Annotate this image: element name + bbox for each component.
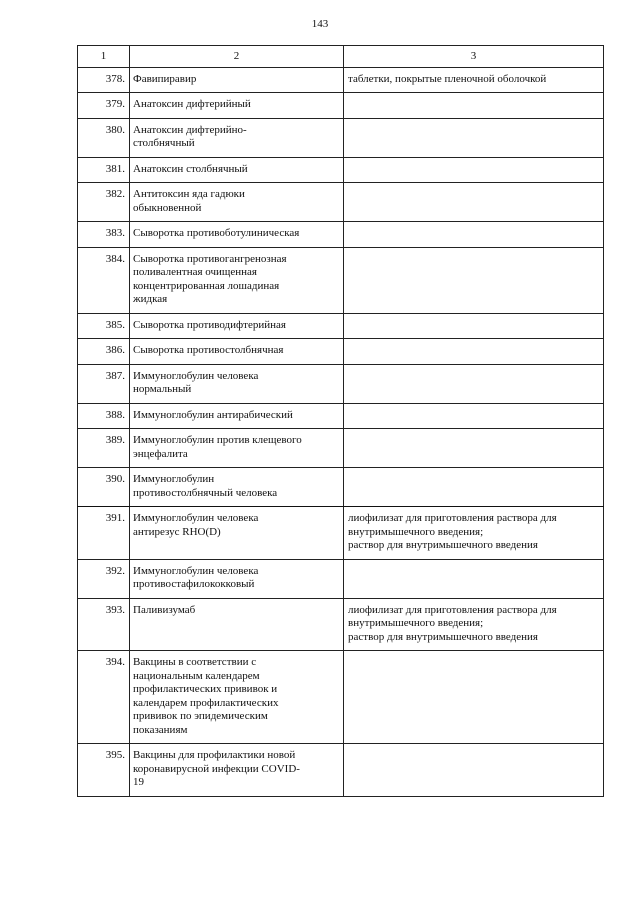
dosage-form-line: таблетки, покрытые пленочной оболочкой xyxy=(348,72,547,85)
medicine-name-cell xyxy=(130,429,344,468)
medicine-name-line: противостафилококковый xyxy=(133,578,255,590)
table-row xyxy=(78,744,604,797)
medicine-name-cell xyxy=(130,313,344,339)
medicine-name-cell xyxy=(130,403,344,429)
table-row xyxy=(78,507,604,560)
medicine-name-line: энцефалита xyxy=(133,447,188,460)
table-row xyxy=(78,468,604,507)
medicine-name-cell xyxy=(130,468,344,507)
medicine-name-line: жидкая xyxy=(133,293,168,305)
page-number: 143 xyxy=(311,18,329,30)
table-row xyxy=(78,157,604,183)
dosage-form-cell xyxy=(344,183,604,222)
dosage-form-cell xyxy=(344,744,604,797)
row-number: 383. xyxy=(78,222,130,248)
medicine-name-line: национальным календарем xyxy=(133,669,260,682)
table-header-row xyxy=(78,46,604,68)
medicine-name-line: 19 xyxy=(133,776,144,788)
row-number: 393. xyxy=(78,598,130,651)
row-number: 378. xyxy=(78,67,130,93)
row-number: 390. xyxy=(78,468,130,507)
dosage-form-cell xyxy=(344,651,604,744)
table-row xyxy=(78,247,604,313)
medicine-name-line: антирезус RHO(D) xyxy=(133,525,221,538)
table-row xyxy=(78,403,604,429)
dosage-form-cell xyxy=(344,598,604,651)
dosage-form-line: лиофилизат для приготовления раствора для xyxy=(348,512,557,524)
medicine-name-line: Фавипиравир xyxy=(133,72,197,85)
dosage-form-line: раствор для внутримышечного введения xyxy=(348,539,538,551)
medicine-name-line: Иммуноглобулин против клещевого xyxy=(133,434,302,446)
medicine-name-line: прививок по эпидемическим xyxy=(133,710,268,722)
table-row xyxy=(78,429,604,468)
medicine-name-line: календарем профилактических xyxy=(133,696,279,709)
dosage-form-cell xyxy=(344,468,604,507)
dosage-form-cell xyxy=(344,429,604,468)
dosage-form-cell xyxy=(344,222,604,248)
medicine-name-cell xyxy=(130,598,344,651)
medicine-name-line: нормальный xyxy=(133,383,192,395)
dosage-form-line: внутримышечного введения; xyxy=(348,617,484,629)
dosage-form-line: внутримышечного введения; xyxy=(348,525,484,538)
row-number: 395. xyxy=(78,744,130,797)
medicine-name-line: Вакцины в соответствии с xyxy=(133,656,257,668)
row-number: 386. xyxy=(78,339,130,365)
table-row xyxy=(78,93,604,119)
dosage-form-cell xyxy=(344,559,604,598)
medicine-name-line: Анатоксин столбнячный xyxy=(133,162,248,175)
dosage-form-cell xyxy=(344,339,604,365)
row-number: 380. xyxy=(78,118,130,157)
medicine-name-cell xyxy=(130,559,344,598)
medicine-name-line: Вакцины для профилактики новой xyxy=(133,749,296,761)
row-number: 381. xyxy=(78,157,130,183)
table-row xyxy=(78,339,604,365)
medicine-name-cell xyxy=(130,364,344,403)
row-number: 384. xyxy=(78,247,130,313)
medicine-name-cell xyxy=(130,507,344,560)
row-number: 392. xyxy=(78,559,130,598)
medicine-name-line: Иммуноглобулин человека xyxy=(133,369,259,382)
medicine-name-cell xyxy=(130,651,344,744)
medicine-name-line: концентрированная лошадиная xyxy=(133,279,280,292)
medicine-name-line: Паливизумаб xyxy=(133,603,196,616)
dosage-form-cell xyxy=(344,67,604,93)
row-number: 391. xyxy=(78,507,130,560)
medicine-name-line: Иммуноглобулин человека xyxy=(133,564,259,577)
medicine-name-line: противостолбнячный человека xyxy=(133,486,278,499)
row-number: 385. xyxy=(78,313,130,339)
medicine-name-cell xyxy=(130,157,344,183)
column-header-name: 2 xyxy=(130,46,344,68)
dosage-form-cell xyxy=(344,313,604,339)
dosage-form-cell xyxy=(344,247,604,313)
dosage-form-line: раствор для внутримышечного введения xyxy=(348,630,538,643)
table-row xyxy=(78,183,604,222)
table-row xyxy=(78,118,604,157)
medicine-name-cell xyxy=(130,744,344,797)
row-number: 379. xyxy=(78,93,130,119)
table-row xyxy=(78,67,604,93)
medicine-name-line: Сыворотка противодифтерийная xyxy=(133,318,286,331)
medicine-name-line: Иммуноглобулин человека xyxy=(133,512,259,524)
medicine-name-cell xyxy=(130,93,344,119)
table-body xyxy=(78,67,604,796)
medicine-name-cell xyxy=(130,67,344,93)
row-number: 388. xyxy=(78,403,130,429)
column-header-form: 3 xyxy=(344,46,604,68)
dosage-form-cell xyxy=(344,157,604,183)
column-header-number: 1 xyxy=(78,46,130,68)
medicine-name-line: Антитоксин яда гадюки xyxy=(133,188,245,200)
medicine-name-line: Иммуноглобулин xyxy=(133,473,215,485)
medicine-name-line: Анатоксин дифтерийный xyxy=(133,98,251,110)
medicine-name-line: коронавирусной инфекции COVID- xyxy=(133,762,300,775)
medicine-name-cell xyxy=(130,339,344,365)
row-number: 387. xyxy=(78,364,130,403)
dosage-form-cell xyxy=(344,93,604,119)
table-row xyxy=(78,313,604,339)
medicine-name-cell xyxy=(130,118,344,157)
medicine-name-line: Сыворотка противоботулиническая xyxy=(133,227,300,239)
medicine-name-line: профилактических прививок и xyxy=(133,683,278,695)
row-number: 389. xyxy=(78,429,130,468)
medicine-name-cell xyxy=(130,222,344,248)
medicine-name-line: Сыворотка противогангренозная xyxy=(133,252,287,265)
medicine-name-line: Сыворотка противостолбнячная xyxy=(133,344,284,356)
dosage-form-cell xyxy=(344,364,604,403)
medicine-name-cell xyxy=(130,247,344,313)
dosage-form-cell xyxy=(344,507,604,560)
dosage-form-line: лиофилизат для приготовления раствора для xyxy=(348,603,557,616)
row-number: 394. xyxy=(78,651,130,744)
table-row xyxy=(78,598,604,651)
medicine-name-cell xyxy=(130,183,344,222)
table-row xyxy=(78,222,604,248)
medicine-name-line: поливалентная очищенная xyxy=(133,266,257,278)
medicine-name-line: показаниям xyxy=(133,723,188,736)
medicine-name-line: Иммуноглобулин антирабический xyxy=(133,408,293,421)
dosage-form-cell xyxy=(344,403,604,429)
table-row xyxy=(78,559,604,598)
medicine-name-line: Анатоксин дифтерийно- xyxy=(133,123,247,136)
table-row xyxy=(78,364,604,403)
medicines-table xyxy=(77,45,604,797)
table-row xyxy=(78,651,604,744)
dosage-form-cell xyxy=(344,118,604,157)
medicine-name-line: столбнячный xyxy=(133,137,195,149)
row-number: 382. xyxy=(78,183,130,222)
medicine-name-line: обыкновенной xyxy=(133,201,202,214)
